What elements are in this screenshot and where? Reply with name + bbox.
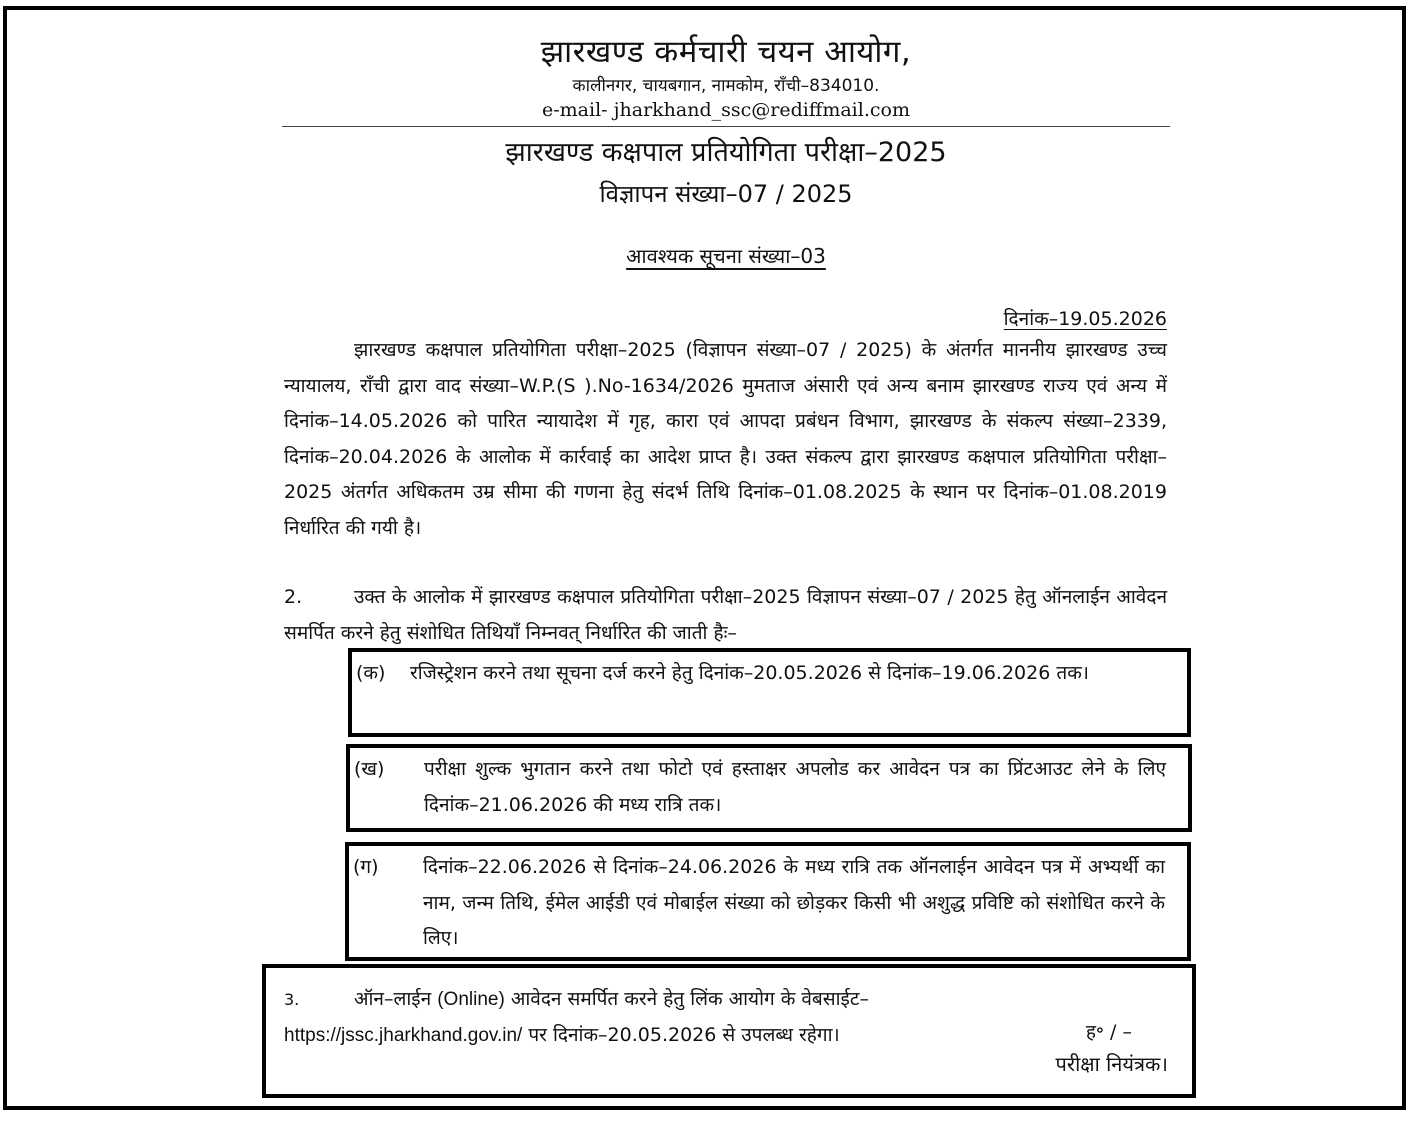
paragraph-2-text: उक्त के आलोक में झारखण्ड कक्षपाल प्रतियोगिता परीक्षा–2025 विज्ञापन संख्या–07 / 2025 हेतु ऑनलाईन आवेदन समर्पित करने हेतु संशोधित तिथियाँ निम्नवत् निर्धारित की जाती हैः– (284, 586, 1167, 644)
designation: परीक्षा नियंत्रक। (1055, 1052, 1168, 1076)
paragraph-3-text-b: आवेदन समर्पित करने हेतु लिंक आयोग के वेबसाईट– (510, 988, 869, 1010)
header-divider (282, 126, 1170, 127)
notice-number: आवश्यक सूचना संख्या–03 (626, 244, 826, 268)
item-kha-mark: (ख) (354, 758, 385, 780)
paragraph-2-number: 2. (284, 586, 303, 608)
website-link[interactable]: https://jssc.jharkhand.gov.in/ (284, 1024, 523, 1046)
paragraph-3-box (262, 964, 1196, 1098)
paragraph-3-number: 3. (284, 990, 300, 1009)
paragraph-3 (284, 982, 1168, 1053)
notice-date-wrap (282, 305, 1167, 331)
paragraph-2 (284, 580, 1167, 651)
item-ga-text: दिनांक–22.06.2026 से दिनांक–24.06.2026 के मध्य रात्रि तक ऑनलाईन आवेदन पत्र में अभ्यर्थी का नाम, जन्म तिथि, ईमेल आईडी एवं मोबाईल संख्या को छोड़कर किसी भी अशुद्ध प्रविष्टि को संशोधित करने के लिए। (423, 856, 1165, 949)
item-ka-text: रजिस्ट्रेशन करने तथा सूचना दर्ज करने हेतु दिनांक–20.05.2026 से दिनांक–19.06.2026 तक। (410, 662, 1089, 684)
item-kha-text: परीक्षा शुल्क भुगतान करने तथा फोटो एवं हस्ताक्षर अपलोड कर आवेदन पत्र का प्रिंटआउट लेने के लिए दिनांक–21.06.2026 की मध्य रात्रि तक। (424, 758, 1166, 816)
schedule-item-ga (345, 842, 1191, 961)
paragraph-3-online: (Online) (437, 989, 505, 1010)
exam-title: झारखण्ड कक्षपाल प्रतियोगिता परीक्षा–2025 (505, 137, 947, 168)
paragraph-3-text-a: ऑन–लाईन (354, 988, 432, 1010)
signature: ह॰ / – (1085, 1021, 1132, 1043)
notice-heading-wrap (282, 242, 1170, 269)
item-ga-mark: (ग) (353, 856, 379, 878)
schedule-item-ka (348, 648, 1191, 737)
schedule-item-kha (346, 744, 1192, 832)
organization-name: झारखण्ड कर्मचारी चयन आयोग, (540, 34, 912, 70)
item-ka-mark: (क) (356, 662, 386, 684)
paragraph-3-text-c: पर दिनांक–20.05.2026 से उपलब्ध रहेगा। (528, 1023, 840, 1046)
organization-email: e-mail- jharkhand_ssc@rediffmail.com (542, 99, 910, 121)
paragraph-1: झारखण्ड कक्षपाल प्रतियोगिता परीक्षा–2025 (विज्ञापन संख्या–07 / 2025) के अंतर्गत माननीय झारखण्ड उच्च न्यायालय, राँची द्वारा वाद संख्या–W.P.(S ).No-1634/2026 मुमताज अंसारी एवं अन्य बनाम झारखण्ड राज्य एवं अन्य में दिनांक–14.05.2026 को पारित न्यायादेश में गृह, कारा एवं आपदा प्रबंधन विभाग, झारखण्ड के संकल्प संख्या–2339, दिनांक–20.04.2026 के आलोक में कार्रवाई का आदेश प्राप्त है। उक्त संकल्प द्वारा झारखण्ड कक्षपाल प्रतियोगिता परीक्षा–2025 अंतर्गत अधिकतम उम्र सीमा की गणना हेतु संदर्भ तिथि दिनांक–01.08.2025 के स्थान पर दिनांक–01.08.2019 निर्धारित की गयी है। (284, 339, 1167, 539)
advertisement-number: विज्ञापन संख्या–07 / 2025 (599, 180, 853, 208)
notice-date: दिनांक–19.05.2026 (1003, 308, 1167, 330)
organization-address: कालीनगर, चायबगान, नामकोम, राँची–834010. (572, 76, 880, 96)
